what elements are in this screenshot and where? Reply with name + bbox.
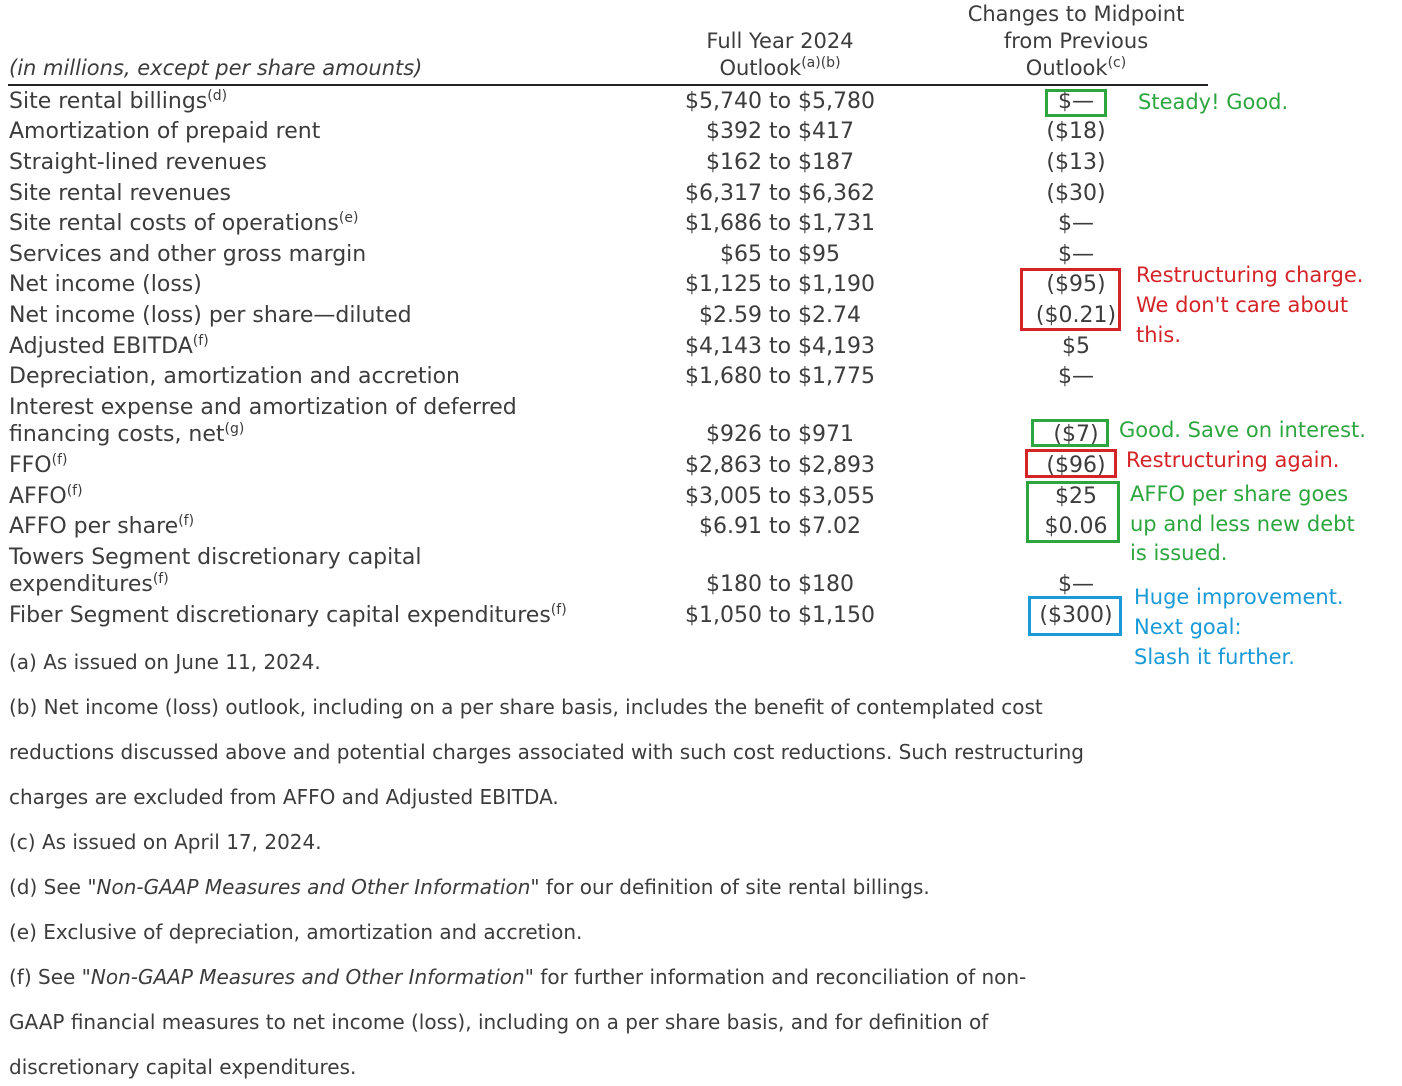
row-label: Interest expense and amortization of deferred bbox=[9, 395, 517, 420]
row-label: AFFO per share$^{(f)}$ bbox=[9, 513, 195, 539]
row-label: Net income (loss) bbox=[9, 272, 202, 297]
highlight-box-ffo bbox=[1025, 449, 1117, 478]
annotation-restructuring-line3: this. bbox=[1136, 323, 1181, 347]
row-change: $— bbox=[1058, 89, 1094, 114]
highlight-box-capex bbox=[1028, 596, 1122, 636]
units-label: (in millions, except per share amounts) bbox=[9, 56, 423, 80]
annotation-capex-line3: Slash it further. bbox=[1134, 645, 1295, 669]
annotation-affo-line2: up and less new debt bbox=[1130, 512, 1355, 536]
footnote-f-line3: discretionary capital expenditures. bbox=[9, 1055, 357, 1079]
annotation-capex-line2: Next goal: bbox=[1134, 615, 1242, 639]
row-range: $926 to $971 bbox=[705, 422, 855, 447]
row-range: $1,125 to $1,190 bbox=[684, 272, 876, 297]
row-range: $65 to $95 bbox=[719, 242, 841, 267]
footnote-a: (a) As issued on June 11, 2024. bbox=[9, 650, 321, 674]
col-header-outlook-line2: Outlook$^{(a)(b)}$ bbox=[719, 55, 841, 80]
row-label: Fiber Segment discretionary capital expenditures$^{(f)}$ bbox=[9, 602, 567, 628]
row-change: ($0.21) bbox=[1035, 303, 1117, 328]
row-change: ($30) bbox=[1046, 181, 1106, 206]
row-range: $180 to $180 bbox=[705, 572, 855, 597]
annotation-restructuring-line1: Restructuring charge. bbox=[1136, 263, 1364, 287]
row-change: $— bbox=[1058, 364, 1094, 389]
row-label-cont: expenditures$^{(f)}$ bbox=[9, 571, 169, 597]
row-label: Site rental billings$^{(d)}$ bbox=[9, 88, 228, 114]
row-label-cont: financing costs, net$^{(g)}$ bbox=[9, 421, 245, 447]
footnote-c: (c) As issued on April 17, 2024. bbox=[9, 830, 322, 854]
highlight-box-interest bbox=[1031, 419, 1109, 447]
row-change: ($18) bbox=[1046, 119, 1106, 144]
row-label: FFO$^{(f)}$ bbox=[9, 452, 68, 478]
row-range: $6.91 to $7.02 bbox=[698, 514, 862, 539]
highlight-box-affo bbox=[1026, 481, 1120, 543]
row-change: ($95) bbox=[1046, 272, 1106, 297]
row-label: Site rental revenues bbox=[9, 181, 232, 206]
annotation-steady: Steady! Good. bbox=[1138, 90, 1289, 114]
annotation-restructuring-again: Restructuring again. bbox=[1126, 448, 1340, 472]
row-label: Site rental costs of operations$^{(e)}$ bbox=[9, 210, 359, 236]
highlight-box-billings bbox=[1045, 89, 1107, 117]
row-change: $— bbox=[1058, 211, 1094, 236]
row-change: ($13) bbox=[1046, 150, 1106, 175]
row-range: $392 to $417 bbox=[705, 119, 855, 144]
annotation-affo-line3: is issued. bbox=[1130, 541, 1228, 565]
row-range: $1,686 to $1,731 bbox=[684, 211, 876, 236]
footnote-b-line3: charges are excluded from AFFO and Adjusted EBITDA. bbox=[9, 785, 559, 809]
footnote-f-line2: GAAP financial measures to net income (loss), including on a per share basis, and for definition of bbox=[9, 1010, 989, 1034]
footnote-b-line1: (b) Net income (loss) outlook, including on a per share basis, includes the benefit of contemplated cost bbox=[9, 695, 1043, 719]
row-range: $6,317 to $6,362 bbox=[684, 181, 876, 206]
row-range: $4,143 to $4,193 bbox=[684, 334, 876, 359]
col-header-change-line3: Outlook$^{(c)}$ bbox=[1025, 55, 1127, 80]
row-range: $5,740 to $5,780 bbox=[684, 89, 876, 114]
row-change: ($300) bbox=[1039, 603, 1113, 628]
row-change: $— bbox=[1058, 242, 1094, 267]
row-change: ($96) bbox=[1046, 453, 1106, 478]
row-change: $25 bbox=[1055, 484, 1097, 509]
footnote-b-line2: reductions discussed above and potential charges associated with such cost reductions. Such restructuring bbox=[9, 740, 1084, 764]
row-change: ($7) bbox=[1053, 422, 1099, 447]
footnote-e: (e) Exclusive of depreciation, amortization and accretion. bbox=[9, 920, 583, 944]
row-range: $3,005 to $3,055 bbox=[684, 484, 876, 509]
footnote-f-line1: (f) See "Non-GAAP Measures and Other Information" for further information and reconciliation of non- bbox=[9, 965, 1027, 989]
row-range: $1,680 to $1,775 bbox=[684, 364, 876, 389]
footnote-d: (d) See "Non-GAAP Measures and Other Information" for our definition of site rental billings. bbox=[9, 875, 930, 899]
row-label: AFFO$^{(f)}$ bbox=[9, 483, 83, 509]
annotation-capex-line1: Huge improvement. bbox=[1134, 585, 1344, 609]
row-label: Net income (loss) per share—diluted bbox=[9, 303, 412, 328]
row-label: Towers Segment discretionary capital bbox=[9, 545, 422, 570]
row-label: Depreciation, amortization and accretion bbox=[9, 364, 460, 389]
row-label: Services and other gross margin bbox=[9, 242, 367, 267]
header-rule bbox=[8, 84, 1208, 86]
row-change: $0.06 bbox=[1044, 514, 1108, 539]
highlight-box-net-income bbox=[1020, 268, 1121, 331]
row-range: $1,050 to $1,150 bbox=[684, 603, 876, 628]
row-range: $2,863 to $2,893 bbox=[684, 453, 876, 478]
row-label: Amortization of prepaid rent bbox=[9, 119, 321, 144]
annotation-restructuring-line2: We don't care about bbox=[1136, 293, 1349, 317]
col-header-change-line1: Changes to Midpoint bbox=[967, 2, 1185, 26]
annotation-affo-line1: AFFO per share goes bbox=[1130, 482, 1349, 506]
row-label: Straight-lined revenues bbox=[9, 150, 267, 175]
row-label: Adjusted EBITDA$^{(f)}$ bbox=[9, 333, 209, 359]
col-header-change-line2: from Previous bbox=[1003, 29, 1149, 53]
row-change: $— bbox=[1058, 572, 1094, 597]
col-header-outlook-line1: Full Year 2024 bbox=[706, 29, 854, 53]
annotation-interest: Good. Save on interest. bbox=[1119, 418, 1366, 442]
row-range: $162 to $187 bbox=[705, 150, 855, 175]
row-change: $5 bbox=[1062, 334, 1090, 359]
row-range: $2.59 to $2.74 bbox=[698, 303, 862, 328]
